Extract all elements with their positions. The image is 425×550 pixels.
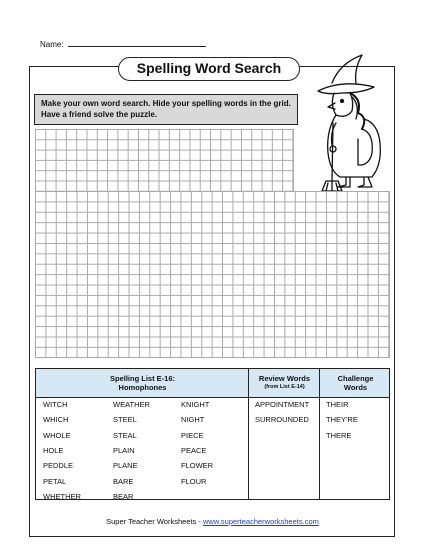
column-divider: [319, 369, 320, 499]
footer: [0, 517, 425, 526]
word-list-item: PETAL: [43, 476, 67, 486]
word-list-item: WEATHER: [113, 400, 150, 409]
word-list-item: FLOUR: [181, 476, 207, 486]
column-divider: [248, 369, 249, 499]
word-list-item: NIGHT: [181, 415, 205, 425]
word-list-item: BEAR: [113, 491, 134, 501]
word-search-grid-top[interactable]: [35, 129, 294, 192]
word-list-item: SURROUNDED: [255, 415, 309, 425]
witch-illustration-icon: [302, 53, 392, 193]
word-list-item: KNIGHT: [181, 400, 210, 409]
word-list-item: PEDDLE: [43, 461, 74, 471]
footer-link[interactable]: www.superteacherworksheets.com: [202, 517, 319, 526]
name-field: [40, 38, 206, 49]
word-list-item: PEACE: [181, 445, 207, 455]
word-list-item: PLAIN: [113, 445, 135, 455]
name-line[interactable]: [68, 38, 206, 47]
name-label: Name:: [40, 40, 64, 49]
instructions-box: Make your own word search. Hide your spelling words in the grid. Have a friend solve the puzzle.: [34, 94, 298, 125]
word-list-item: STEAL: [113, 430, 137, 440]
word-list-item: FLOWER: [181, 461, 214, 471]
word-list-item: APPOINTMENT: [255, 400, 310, 409]
word-list-item: BARE: [113, 476, 134, 486]
word-search-grid-bottom[interactable]: [35, 191, 390, 358]
word-list-item: THERE: [326, 430, 352, 440]
word-list-item: THEIR: [326, 400, 349, 409]
word-list-item: WHOLE: [43, 430, 71, 440]
challenge-words-header: Challenge Words: [337, 374, 374, 392]
word-list-item: PIECE: [181, 430, 204, 440]
word-list-item: HOLE: [43, 445, 64, 455]
word-list-item: WHETHER: [43, 491, 81, 501]
spelling-list-header: Spelling List E-16: Homophones: [109, 374, 175, 392]
page-title: Spelling Word Search: [118, 57, 300, 81]
word-list-header: [36, 369, 389, 398]
footer-text: Super Teacher Worksheets -: [106, 517, 203, 526]
word-list-item: WHICH: [43, 415, 69, 425]
word-list-item: STEEL: [113, 415, 137, 425]
word-list-item: WITCH: [43, 400, 68, 409]
word-list-item: PLANE: [113, 461, 138, 471]
word-list-table: [35, 368, 390, 500]
review-words-header: Review Words (from List E-14): [258, 374, 311, 390]
word-list-item: THEY'RE: [326, 415, 358, 425]
